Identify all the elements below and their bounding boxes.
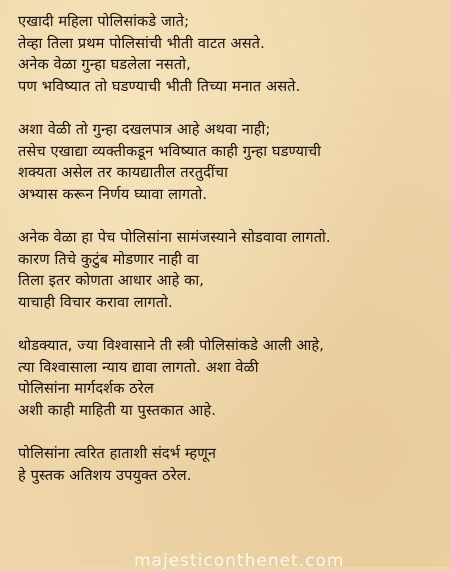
text-line: शक्यता असेल तर कायद्यातील तरतुदींचा bbox=[18, 164, 228, 181]
paragraph bbox=[18, 443, 446, 486]
text-line: कारण तिचे कुटुंब मोडणार नाही वा bbox=[18, 250, 199, 268]
text-line: अशी काही माहिती या पुस्तकात आहे. bbox=[18, 401, 216, 419]
text-line: अनेक वेळा गुन्हा घडलेला नसतो, bbox=[18, 56, 191, 73]
watermark: majesticonthenet.com bbox=[134, 551, 345, 571]
text-line: त्या विश्वासाला न्याय द्यावा लागतो. अशा वेळी bbox=[18, 358, 259, 376]
text-line: तसेच एखाद्या व्यक्तीकडून भविष्यात काही गुन्हा घडण्याची bbox=[18, 142, 322, 160]
text-line: पण भविष्यात तो घडण्याची भीती तिच्या मनात असते. bbox=[18, 77, 301, 95]
text-line: अशा वेळी तो गुन्हा दखलपात्र आहे अथवा नाही; bbox=[18, 121, 271, 138]
text-line: अभ्यास करून निर्णय घ्यावा लागतो. bbox=[18, 185, 208, 203]
text-line: तिला इतर कोणता आधार आहे का, bbox=[18, 272, 204, 289]
paragraph bbox=[18, 227, 446, 313]
cover-text-block bbox=[18, 11, 446, 508]
text-line: थोडक्यात, ज्या विश्वासाने ती स्त्री पोलिसांकडे आली आहे, bbox=[18, 337, 324, 354]
text-line: तेव्हा तिला प्रथम पोलिसांची भीती वाटत असते. bbox=[18, 34, 265, 52]
text-line: याचाही विचार करावा लागतो. bbox=[18, 293, 173, 311]
text-line: पोलिसांना मार्गदर्शक ठरेल bbox=[18, 380, 154, 397]
paragraph bbox=[18, 11, 446, 97]
paragraph bbox=[18, 335, 446, 421]
text-line: अनेक वेळा हा पेच पोलिसांना सामंजस्याने सोडवावा लागतो. bbox=[18, 229, 331, 246]
text-line: पोलिसांना त्वरित हाताशी संदर्भ म्हणून bbox=[18, 445, 217, 462]
text-line: एखादी महिला पोलिसांकडे जाते; bbox=[18, 13, 190, 30]
text-line: हे पुस्तक अतिशय उपयुक्त ठरेल. bbox=[18, 466, 192, 484]
paragraph bbox=[18, 119, 446, 205]
